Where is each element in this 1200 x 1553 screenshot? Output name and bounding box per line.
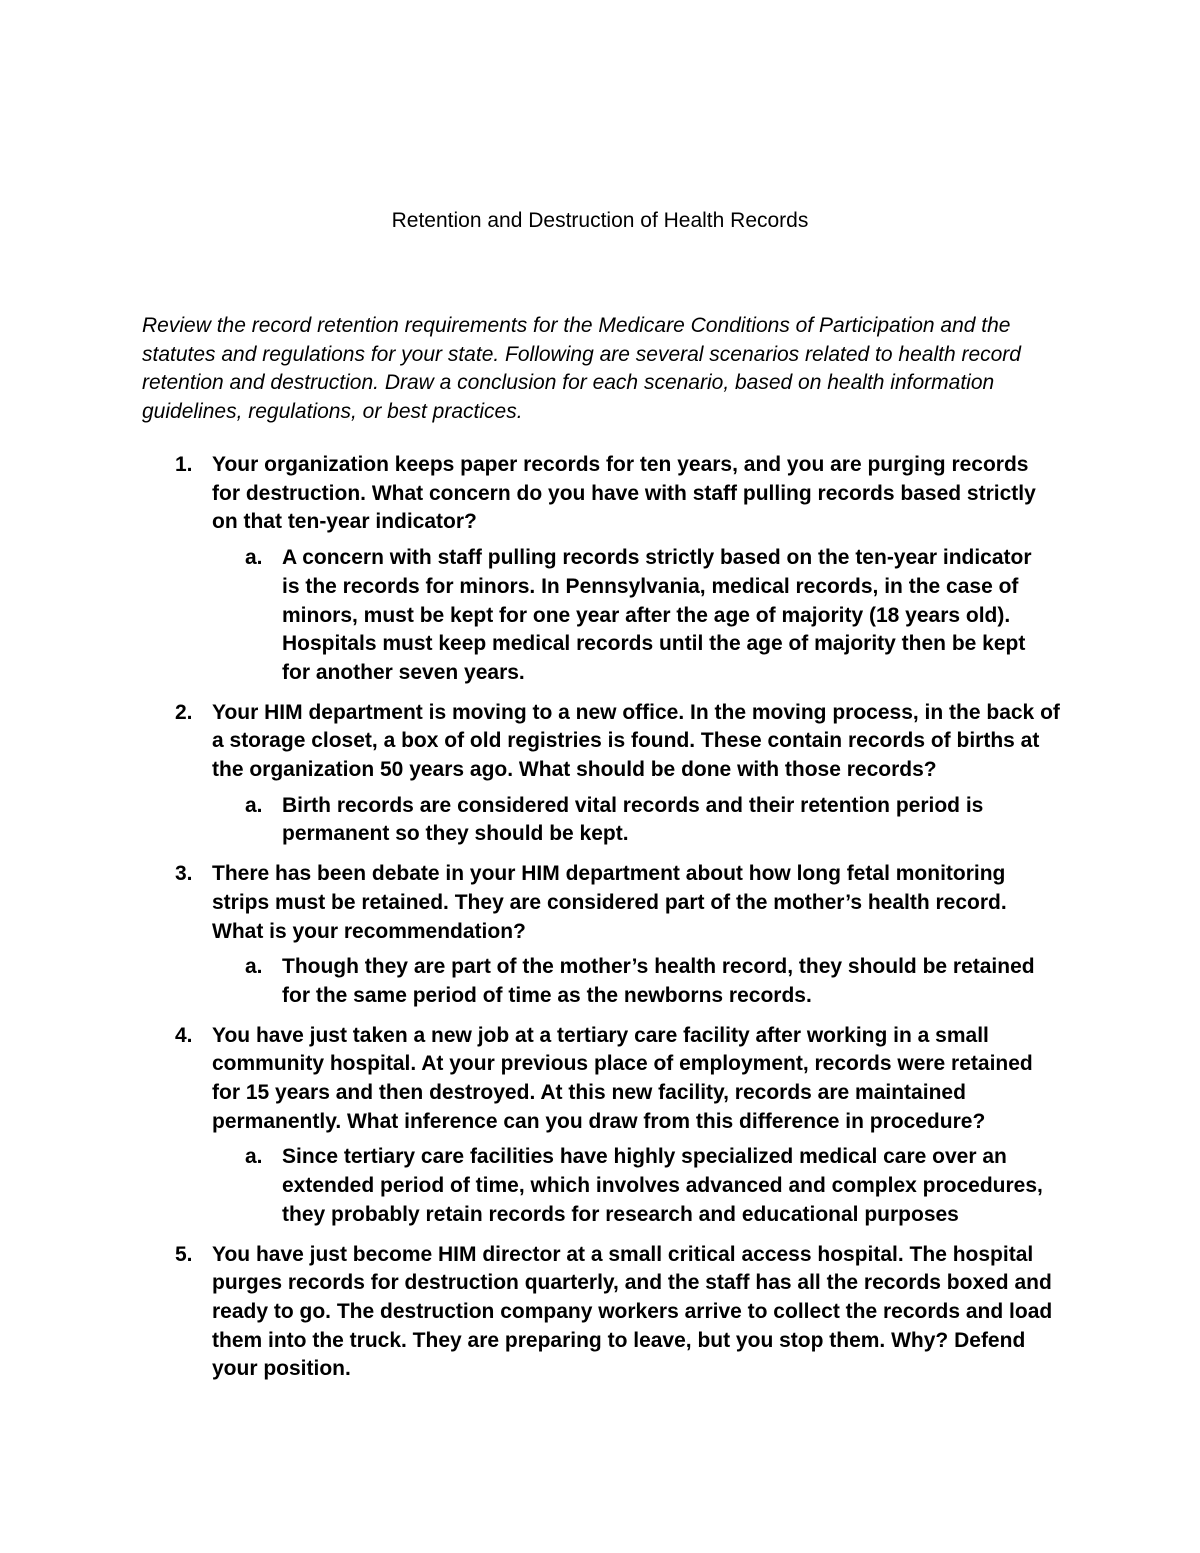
question-text: You have just taken a new job at a tertiary care facility after working in a small community hospital. At your previous place of employment, records were retained for 15 years and then destroyed. At this new facility, records are maintained permanently. What inference can you draw from this difference in procedure? bbox=[212, 1023, 1033, 1133]
answer-letter: a. bbox=[245, 546, 263, 570]
intro-paragraph: Review the record retention requirements for the Medicare Conditions of Participation and the statutes and regulations for your state. Following are several scenarios related to health record retention and destruction. Draw a conclusion for each scenario, based on health information guidelines, regulations, or best practices. bbox=[142, 314, 1021, 424]
answer-letter: a. bbox=[245, 793, 263, 817]
question-item bbox=[0, 1241, 1200, 1385]
question-number: 3. bbox=[175, 862, 193, 886]
question-number: 2. bbox=[175, 700, 193, 724]
question-number: 1. bbox=[175, 453, 193, 476]
question-text: Your organization keeps paper records for ten years, and you are purging records for destruction. What concern do you have with staff pulling records based strictly on that ten-year indicator? bbox=[212, 453, 1036, 534]
answer-letter: a. bbox=[245, 1145, 263, 1169]
answer-letter: a. bbox=[245, 955, 263, 979]
answer-text: A concern with staff pulling records strictly based on the ten-year indicator is the records for minors. In Pennsylvania, medical records, in the case of minors, must be kept for one year after the age of majority (18 years old). Hospitals must keep medical records until the age of majority then be kept for another seven years. bbox=[282, 546, 1032, 684]
answer-text: Since tertiary care facilities have highly specialized medical care over an extended period of time, which involves advanced and complex procedures, they probably retain records for research and educational purposes bbox=[282, 1145, 1043, 1226]
question-item bbox=[0, 1022, 1200, 1230]
question-number: 5. bbox=[175, 1242, 193, 1266]
answer-text: Birth records are considered vital records and their retention period is permanent so they should be kept. bbox=[282, 793, 984, 846]
question-item bbox=[0, 699, 1200, 850]
question-number: 4. bbox=[175, 1023, 193, 1047]
question-item bbox=[0, 451, 1200, 688]
question-text: There has been debate in your HIM department about how long fetal monitoring strips must be retained. They are considered part of the mother’s health record. What is your recommendation? bbox=[212, 862, 1007, 943]
answer-text: Though they are part of the mother’s health record, they should be retained for the same period of time as the newborns records. bbox=[282, 955, 1035, 1007]
page-title: Retention and Destruction of Health Records bbox=[391, 209, 809, 232]
question-item bbox=[0, 860, 1200, 1011]
question-text: You have just become HIM director at a small critical access hospital. The hospital purges records for destruction quarterly, and the staff has all the records boxed and ready to go. The destruction company workers arrive to collect the records and load them into the truck. They are preparing to leave, but you stop them. Why? Defend your position. bbox=[212, 1242, 1053, 1381]
question-list bbox=[0, 451, 1200, 1384]
question-text: Your HIM department is moving to a new office. In the moving process, in the back of a storage closet, a box of old registries is found. These contain records of births at the organization 50 years ago. What should be done with those records? bbox=[212, 700, 1060, 782]
